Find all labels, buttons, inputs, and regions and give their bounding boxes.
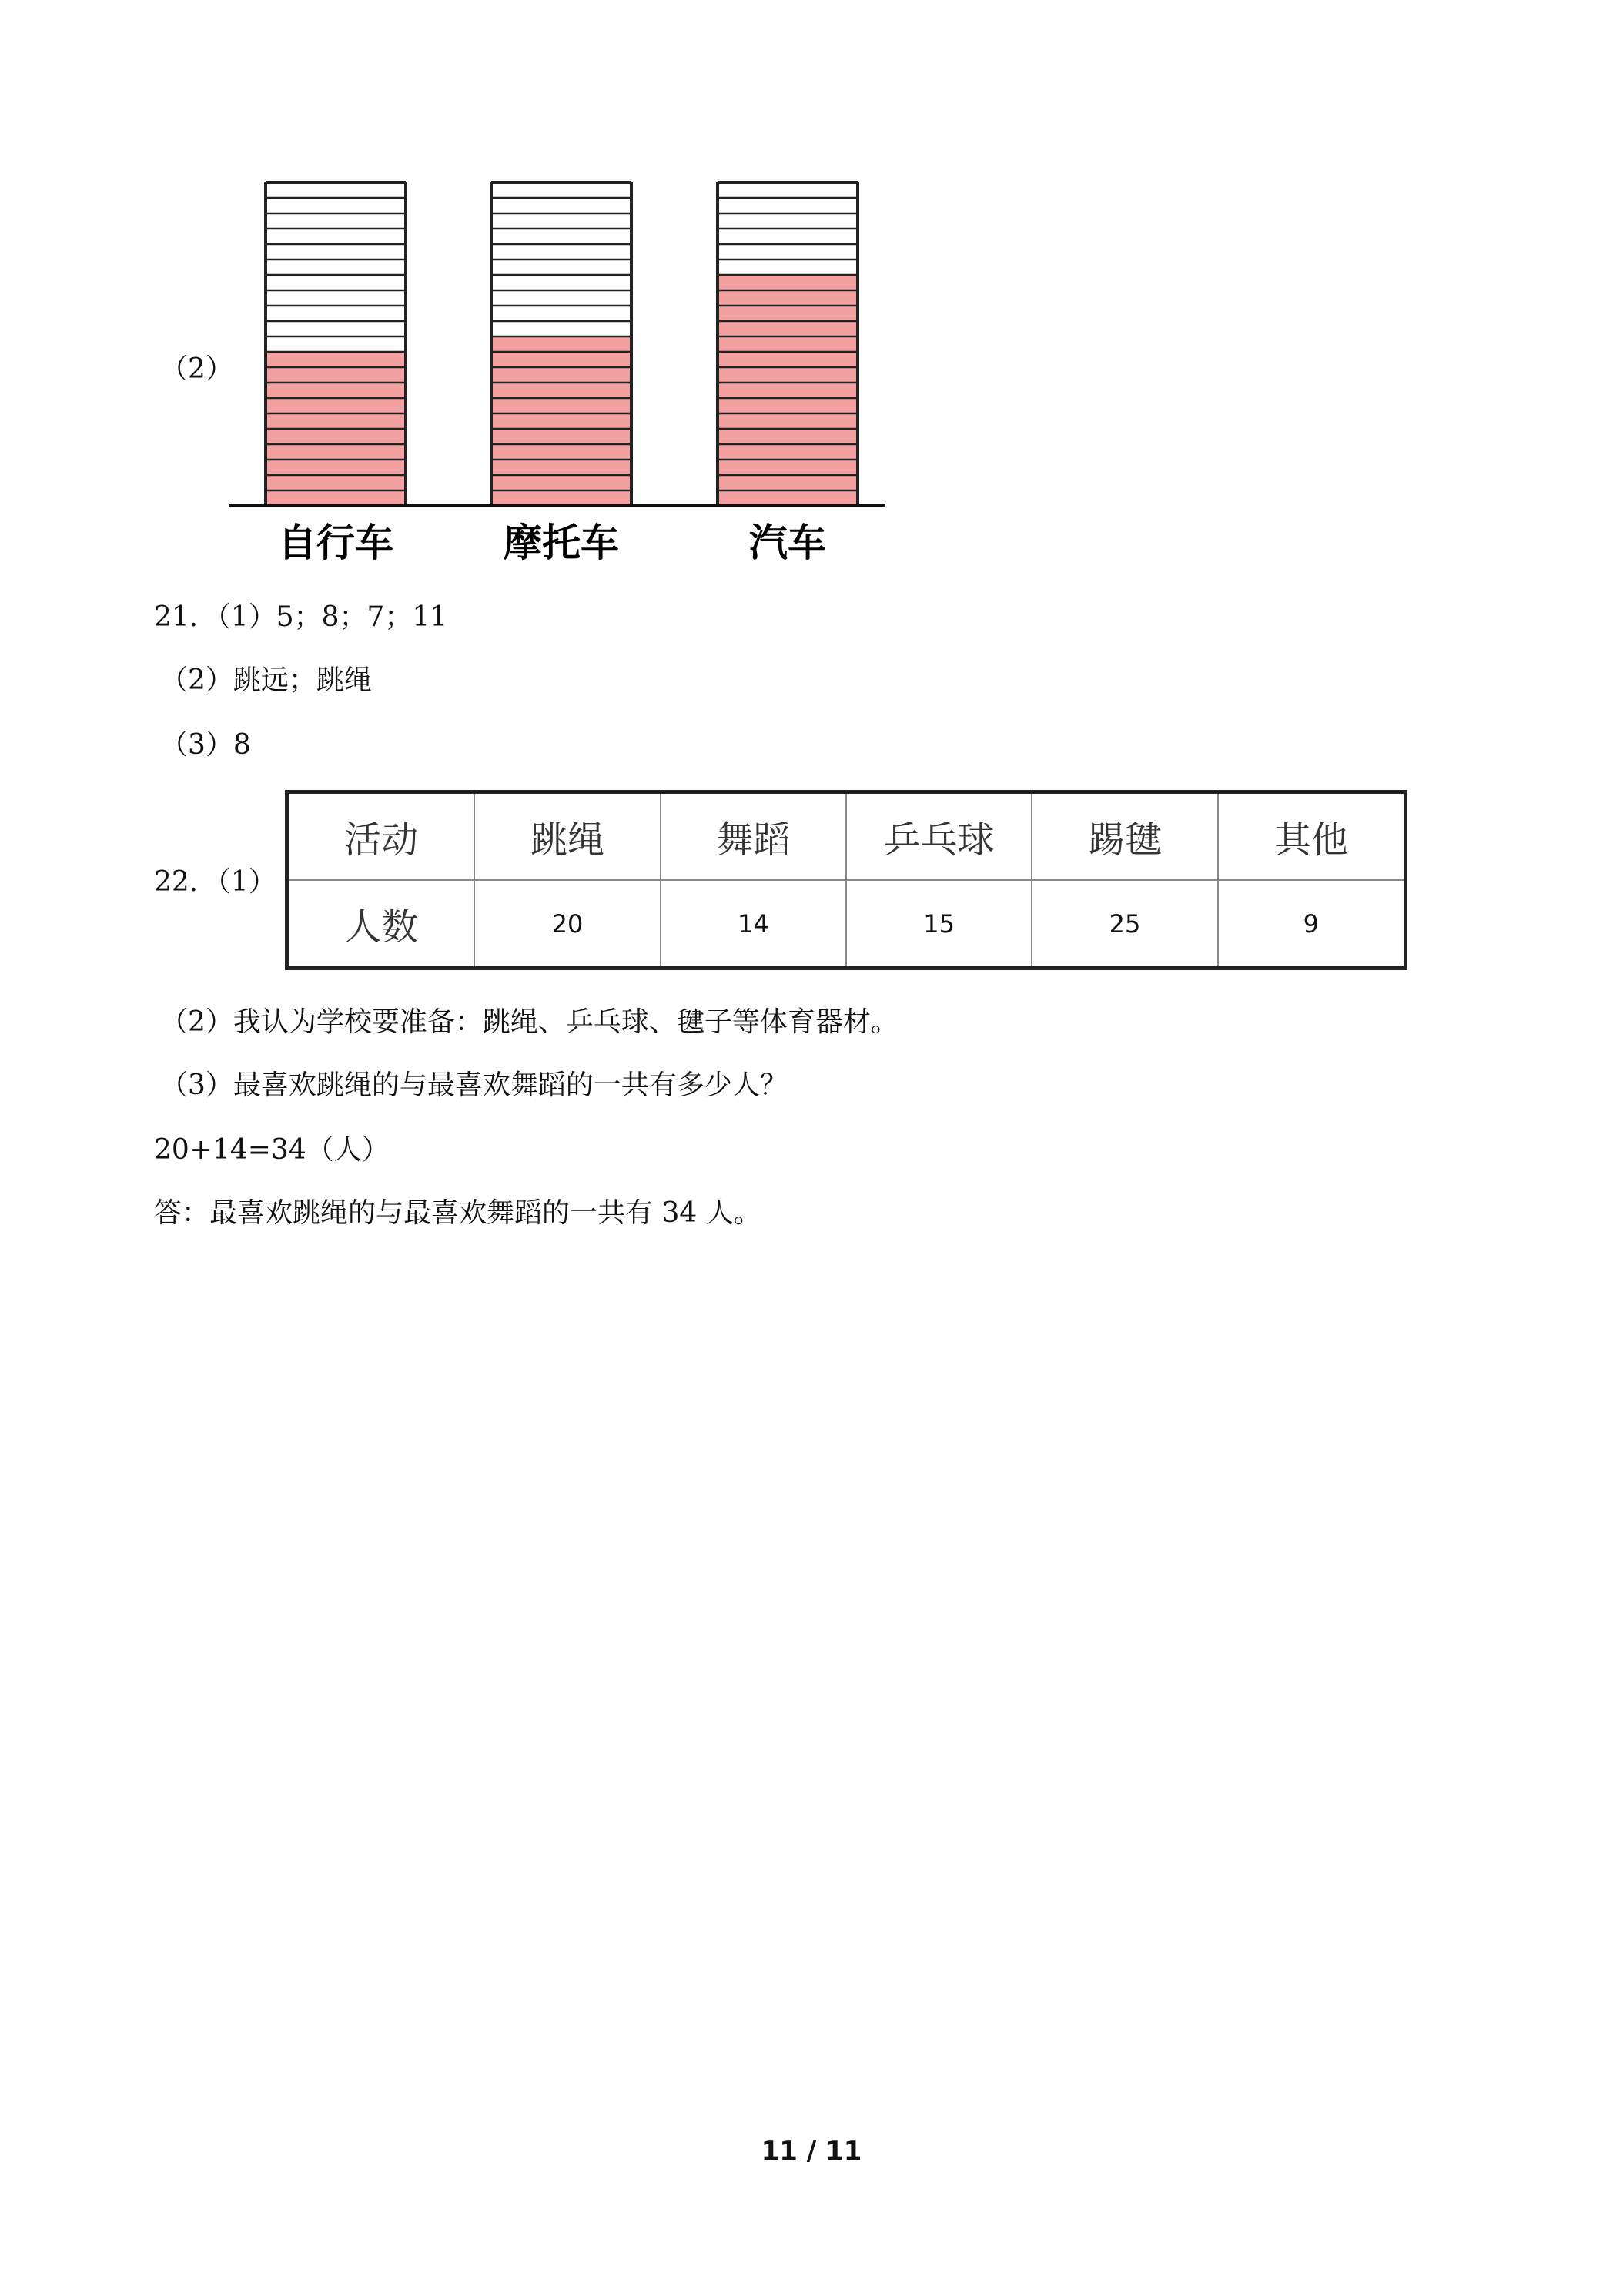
page-number: 11 / 11 xyxy=(761,2136,862,2167)
category-label: 摩托车 xyxy=(504,520,619,565)
bar-2-fill xyxy=(491,336,631,506)
activity-table xyxy=(285,790,1407,970)
table-row-label: 人数 xyxy=(289,880,474,966)
bar-3-fill xyxy=(718,275,858,506)
chart-question-label: （2） xyxy=(160,353,233,385)
q22-calculation: 20+14=34（人） xyxy=(154,1134,390,1166)
table-header-cell: 踢毽 xyxy=(1032,794,1217,880)
q22-final-answer: 答：最喜欢跳绳的与最喜欢舞蹈的一共有 34 人。 xyxy=(154,1197,761,1229)
table-header-cell: 活动 xyxy=(289,794,474,880)
table-header-cell: 舞蹈 xyxy=(661,794,846,880)
table-header-cell: 乒乓球 xyxy=(846,794,1032,880)
bar-chart xyxy=(223,173,901,574)
table-row xyxy=(289,880,1404,966)
table-cell: 15 xyxy=(846,880,1032,966)
q22-label: 22．（1） xyxy=(154,866,276,898)
table-cell: 20 xyxy=(474,880,660,966)
table-header-row xyxy=(289,794,1404,880)
q22-answer-2: （2）我认为学校要准备：跳绳、乒乓球、毽子等体育器材。 xyxy=(160,1006,899,1038)
q21-answer-1: 21．（1）5；8；7；11 xyxy=(154,601,448,633)
q21-answer-2: （2）跳远；跳绳 xyxy=(160,664,372,696)
table-cell: 14 xyxy=(661,880,846,966)
category-label: 自行车 xyxy=(278,520,393,565)
q22-answer-3: （3）最喜欢跳绳的与最喜欢舞蹈的一共有多少人？ xyxy=(160,1069,788,1101)
category-label: 汽车 xyxy=(749,520,826,565)
table-header-cell: 跳绳 xyxy=(474,794,660,880)
q21-answer-3: （3）8 xyxy=(160,729,251,761)
table-header-cell: 其他 xyxy=(1218,794,1404,880)
table-cell: 9 xyxy=(1218,880,1404,966)
table-cell: 25 xyxy=(1032,880,1217,966)
